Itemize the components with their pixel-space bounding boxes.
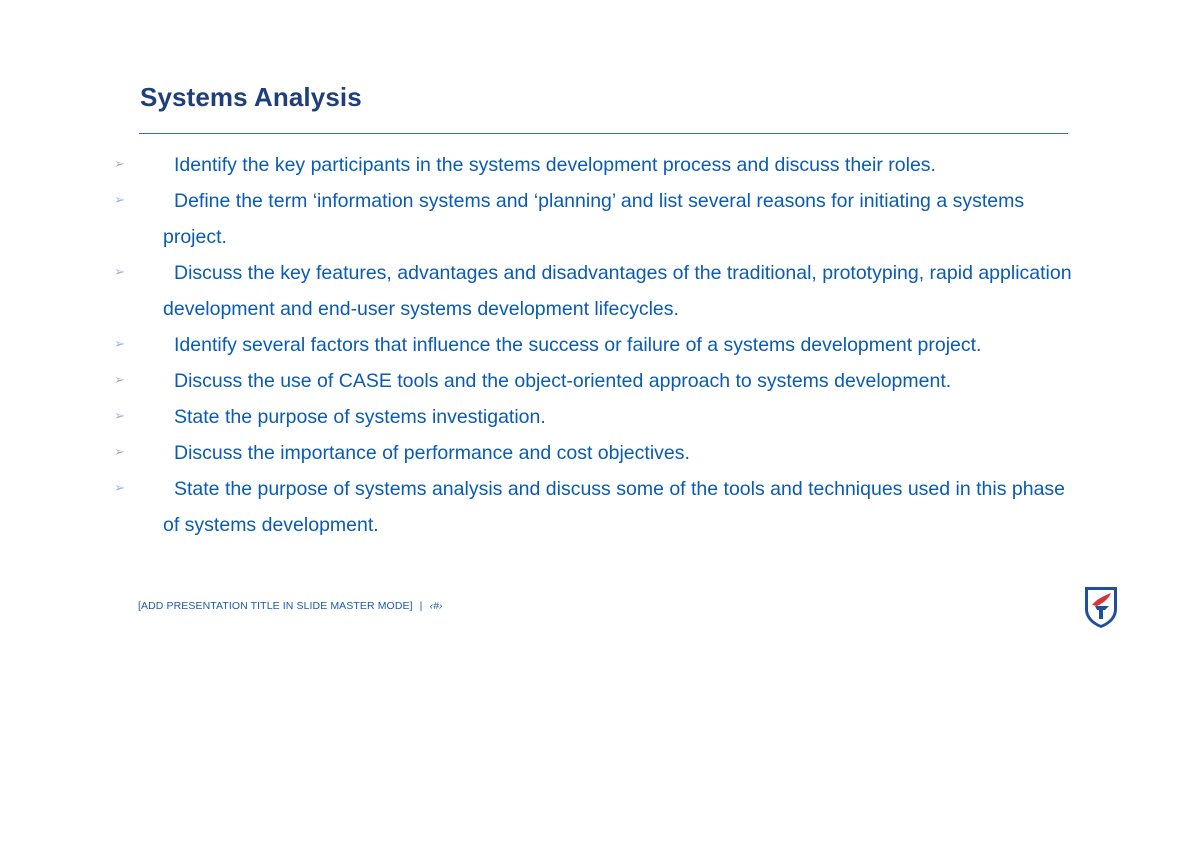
bullet-arrow-icon: ➢ (114, 445, 125, 460)
bullet-arrow-icon: ➢ (114, 157, 125, 172)
footer-presentation-title: [ADD PRESENTATION TITLE IN SLIDE MASTER MODE] (138, 600, 413, 612)
bullet-arrow-icon: ➢ (114, 409, 125, 424)
bullet-item (112, 183, 1072, 255)
bullet-arrow-icon: ➢ (114, 373, 125, 388)
bullet-text: Discuss the importance of performance and cost objectives. (174, 442, 690, 464)
bullet-list (112, 147, 1072, 543)
bullet-item (112, 327, 1072, 363)
bullet-text: Identify the key participants in the systems development process and discuss their roles. (174, 154, 936, 176)
bullet-item (112, 399, 1072, 435)
footer-page-number: ‹#› (429, 600, 443, 612)
bullet-item (112, 147, 1072, 183)
bullet-item (112, 363, 1072, 399)
bullet-text: State the purpose of systems analysis and discuss some of the tools and techniques used in this phase of systems development. (163, 478, 1066, 536)
bullet-text: Discuss the key features, advantages and disadvantages of the traditional, prototyping, rapid application development and end-user systems development lifecycles. (163, 262, 1072, 320)
slide-title: Systems Analysis (140, 82, 362, 112)
bullet-text: Define the term ‘information systems and ‘planning’ and list several reasons for initiating a systems project. (163, 190, 1025, 248)
bullet-arrow-icon: ➢ (114, 193, 125, 208)
bullet-arrow-icon: ➢ (114, 481, 125, 496)
bullet-arrow-icon: ➢ (114, 265, 125, 280)
bullet-item (112, 435, 1072, 471)
university-shield-icon (1083, 585, 1119, 629)
bullet-text: Discuss the use of CASE tools and the object-oriented approach to systems development. (174, 370, 952, 392)
bullet-item (112, 255, 1072, 327)
bullet-item (112, 471, 1072, 543)
title-divider (139, 133, 1068, 134)
bullet-arrow-icon: ➢ (114, 337, 125, 352)
bullet-text: State the purpose of systems investigation. (174, 406, 546, 428)
slide-footer (138, 600, 443, 612)
footer-separator: | (419, 600, 423, 612)
bullet-text: Identify several factors that influence the success or failure of a systems development project. (174, 334, 982, 356)
